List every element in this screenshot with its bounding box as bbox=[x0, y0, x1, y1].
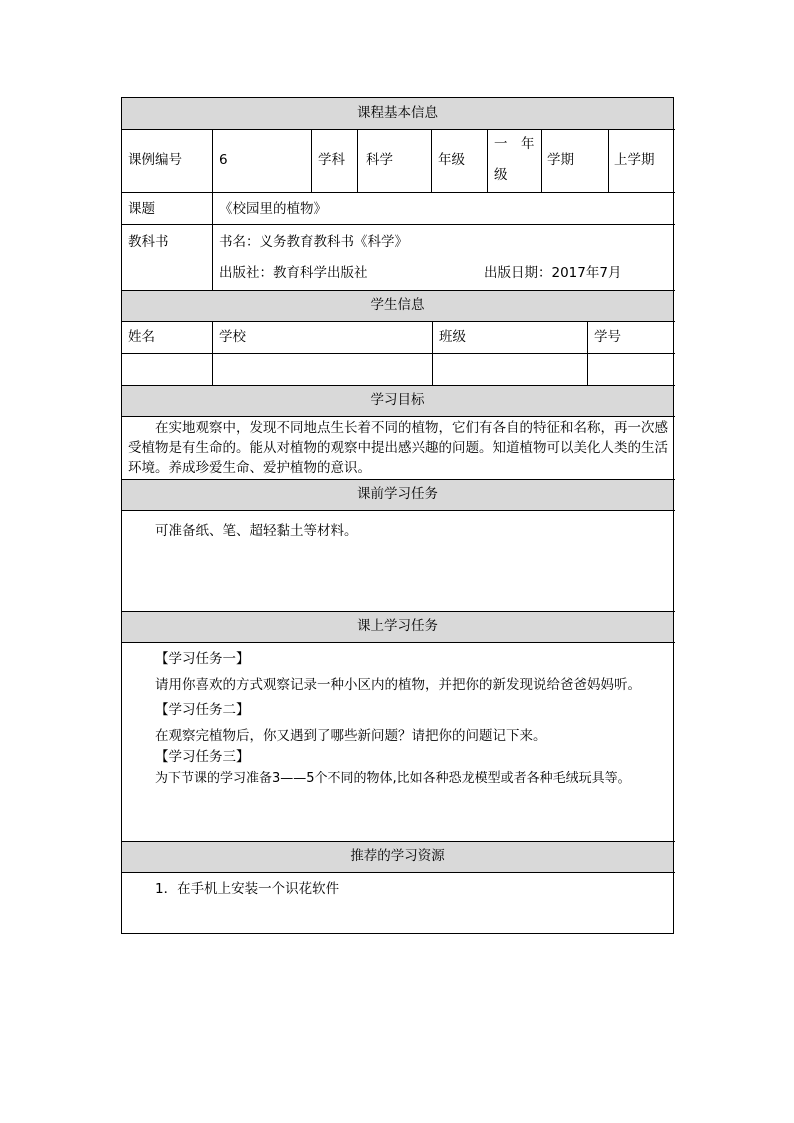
section-title-class-tasks: 课上学习任务 bbox=[357, 618, 438, 634]
student-name-label: 姓名 bbox=[128, 329, 155, 345]
topic-value: 《校园里的植物》 bbox=[219, 201, 327, 217]
grade-label: 年级 bbox=[438, 152, 465, 168]
rule bbox=[122, 611, 675, 612]
pre-task-text: 可准备纸、笔、超轻黏土等材料。 bbox=[155, 523, 358, 539]
rule bbox=[608, 129, 609, 192]
rule bbox=[541, 129, 542, 192]
rule bbox=[122, 479, 675, 480]
student-number-label: 学号 bbox=[594, 329, 621, 345]
book-name: 书名：义务教育教科书《科学》 bbox=[219, 234, 408, 250]
student-class-field[interactable] bbox=[433, 354, 587, 385]
student-name-field[interactable] bbox=[122, 354, 212, 385]
rule bbox=[122, 224, 675, 225]
rule bbox=[122, 872, 675, 873]
rule bbox=[311, 129, 312, 192]
rule bbox=[212, 129, 213, 192]
rule bbox=[357, 129, 358, 192]
publication-date: 出版日期：2017年7月 bbox=[484, 265, 622, 281]
term-value: 上学期 bbox=[614, 152, 655, 168]
rule bbox=[122, 841, 675, 842]
rule bbox=[122, 510, 675, 511]
section-title-basic-info: 课程基本信息 bbox=[357, 105, 438, 121]
rule bbox=[122, 129, 675, 130]
term-label: 学期 bbox=[547, 152, 574, 168]
student-school-field[interactable] bbox=[213, 354, 432, 385]
rule bbox=[487, 129, 488, 192]
course-info-table bbox=[121, 97, 674, 934]
topic-label: 课题 bbox=[128, 201, 155, 217]
task1-title: 【学习任务一】 bbox=[155, 651, 250, 667]
task3-text: 为下节课的学习准备3——5个不同的物体,比如各种恐龙模型或者各种毛绒玩具等。 bbox=[155, 771, 631, 786]
subject-label: 学科 bbox=[318, 152, 345, 168]
rule bbox=[122, 385, 675, 386]
grade-value-line2: 级 bbox=[494, 167, 508, 183]
student-school-label: 学校 bbox=[219, 329, 246, 345]
task2-title: 【学习任务二】 bbox=[155, 702, 250, 718]
course-id-label: 课例编号 bbox=[128, 152, 182, 168]
grade-value-line1: 一 年 bbox=[494, 136, 535, 152]
subject-value: 科学 bbox=[366, 152, 393, 168]
resource-item: 1．在手机上安装一个识花软件 bbox=[155, 881, 340, 897]
section-title-objectives: 学习目标 bbox=[370, 392, 425, 408]
student-number-field[interactable] bbox=[588, 354, 673, 385]
rule bbox=[122, 642, 675, 643]
task1-text: 请用你喜欢的方式观察记录一种小区内的植物，并把你的新发现说给爸爸妈妈听。 bbox=[155, 677, 641, 693]
section-title-student-info: 学生信息 bbox=[370, 297, 425, 313]
publisher: 出版社：教育科学出版社 bbox=[219, 265, 368, 281]
course-id-value: 6 bbox=[219, 152, 228, 168]
section-title-pre-tasks: 课前学习任务 bbox=[357, 486, 438, 502]
task2-text: 在观察完植物后，你又遇到了哪些新问题？请把你的问题记下来。 bbox=[155, 728, 547, 744]
task3-title: 【学习任务三】 bbox=[155, 749, 250, 765]
rule bbox=[122, 321, 675, 322]
objectives-text: 在实地观察中，发现不同地点生长着不同的植物，它们有各自的特征和名称，再一次感受植物是有生命的。能从对植物的观察中提出感兴趣的问题。知道植物可以美化人类的生活环境。养成珍爱生命、爱护植物的意识。 bbox=[128, 420, 668, 476]
rule bbox=[212, 192, 213, 290]
section-title-resources: 推荐的学习资源 bbox=[350, 848, 445, 864]
rule bbox=[122, 192, 675, 193]
rule bbox=[431, 129, 432, 192]
rule bbox=[122, 290, 675, 291]
textbook-label: 教科书 bbox=[128, 234, 169, 250]
student-class-label: 班级 bbox=[439, 329, 466, 345]
rule bbox=[122, 416, 675, 417]
